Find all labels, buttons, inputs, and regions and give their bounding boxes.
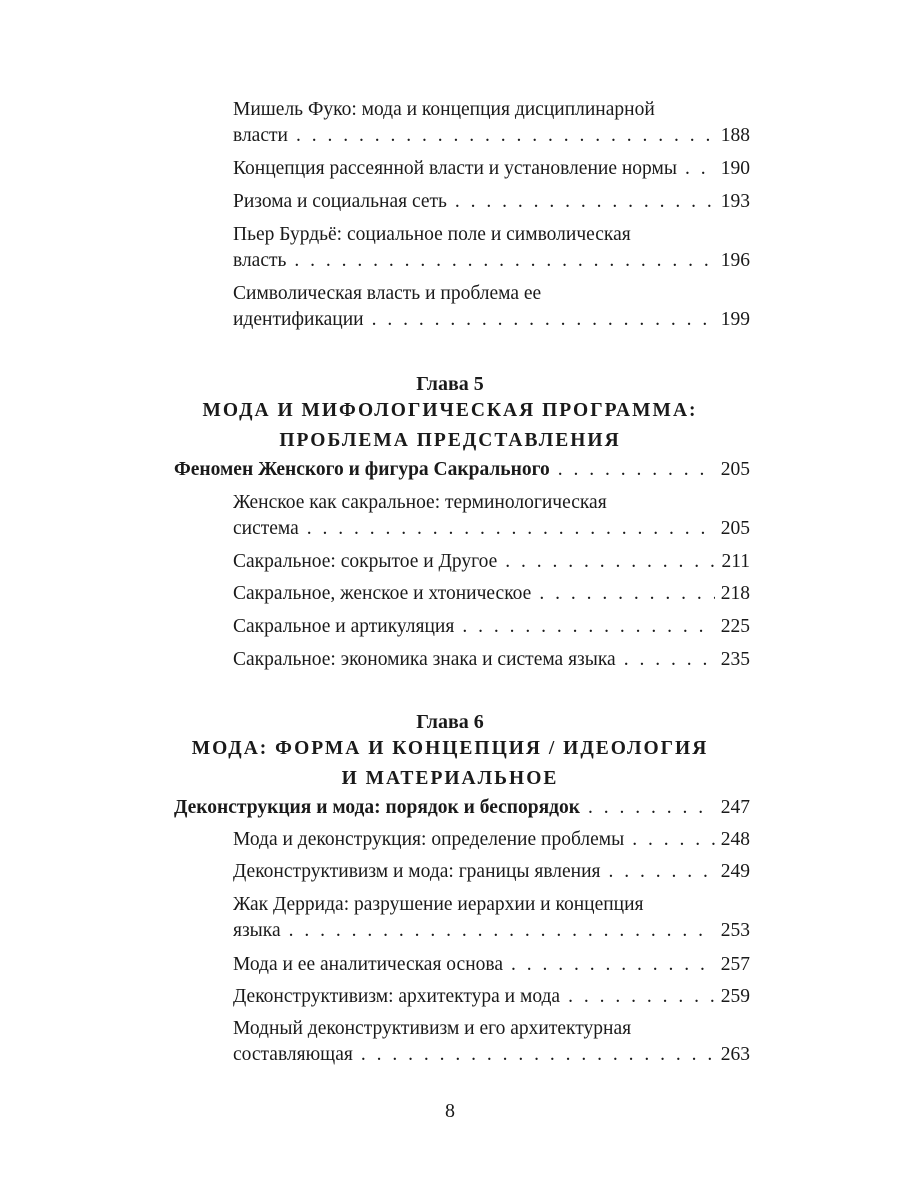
- toc-entry: [233, 490, 750, 542]
- chapter-title-line: МОДА И МИФОЛОГИЧЕСКАЯ ПРОГРАММА:: [202, 400, 698, 421]
- chapter-title-line: И МАТЕРИАЛЬНОЕ: [341, 768, 559, 789]
- page-ref: 190: [720, 158, 750, 179]
- page-ref: 235: [720, 649, 750, 670]
- page-ref: 263: [720, 1044, 750, 1065]
- entry-title-line: Ризома и социальная сеть: [233, 191, 447, 212]
- page-ref: 218: [720, 583, 750, 604]
- section-title: Деконструкция и мода: порядок и беспорядок: [174, 797, 581, 818]
- entry-title-line: Модный деконструктивизм и его архитектурная: [233, 1018, 632, 1039]
- page-ref: 199: [720, 309, 750, 330]
- page-ref: 196: [720, 250, 750, 271]
- dot-leader: [609, 859, 715, 885]
- dot-leader: [462, 614, 714, 640]
- entry-title-line: Сакральное: экономика знака и система языка: [233, 649, 616, 670]
- chapter-title: [150, 734, 750, 794]
- toc-entry: [233, 827, 750, 853]
- dot-leader: [361, 1042, 715, 1068]
- toc-entry: [233, 614, 750, 640]
- page-ref: 253: [720, 920, 750, 941]
- entry-title-line: Мода и деконструкция: определение проблемы: [233, 829, 625, 850]
- page-ref: 193: [720, 191, 750, 212]
- toc-entry: [233, 549, 750, 575]
- entry-title-line: Сакральное: сокрытое и Другое: [233, 551, 498, 572]
- chapter-label: Глава 5: [416, 373, 484, 395]
- dot-leader: [539, 581, 714, 607]
- entry-title-line: идентификации: [233, 309, 364, 330]
- page-ref: 225: [720, 616, 750, 637]
- chapter-title-line: МОДА: ФОРМА И КОНЦЕПЦИЯ / ИДЕОЛОГИЯ: [191, 738, 709, 759]
- dot-leader: [685, 156, 715, 182]
- entry-title-line: Жак Деррида: разрушение иерархии и концепция: [233, 894, 644, 915]
- page-ref: 188: [720, 125, 750, 146]
- page-ref: 259: [720, 986, 750, 1007]
- chapter-title: [150, 396, 750, 456]
- entry-title-line: Концепция рассеянной власти и установление нормы: [233, 158, 677, 179]
- toc-entry: [233, 892, 750, 944]
- page-ref: 211: [721, 551, 750, 572]
- chapter-label: Глава 6: [416, 711, 484, 733]
- toc-entry: [233, 1016, 750, 1068]
- entry-title-line: Деконструктивизм: архитектура и мода: [233, 986, 561, 1007]
- dot-leader: [307, 516, 715, 542]
- entry-title-line: власть: [233, 250, 287, 271]
- page-ref: 248: [720, 829, 750, 850]
- toc-entry: [233, 97, 750, 149]
- entry-title-line: составляющая: [233, 1044, 353, 1065]
- dot-leader: [588, 795, 715, 821]
- page-ref: 205: [720, 518, 750, 539]
- toc-section-entry: [174, 457, 750, 483]
- dot-leader: [289, 918, 715, 944]
- dot-leader: [624, 647, 715, 673]
- page-ref: 205: [720, 459, 750, 480]
- toc-entry: [233, 222, 750, 274]
- dot-leader: [296, 123, 715, 149]
- dot-leader: [455, 189, 715, 215]
- entry-title-line: Символическая власть и проблема ее: [233, 283, 542, 304]
- toc-entry: [233, 984, 750, 1010]
- toc-entry: [233, 647, 750, 673]
- toc-entry: [233, 156, 750, 182]
- page-number: 8: [445, 1100, 455, 1122]
- dot-leader: [558, 457, 715, 483]
- entry-title-line: Мишель Фуко: мода и концепция дисциплинарной: [233, 99, 655, 120]
- toc-entry: [233, 281, 750, 333]
- dot-leader: [568, 984, 715, 1010]
- entry-title-line: Мода и ее аналитическая основа: [233, 954, 503, 975]
- dot-leader: [372, 307, 715, 333]
- entry-title-line: Сакральное, женское и хтоническое: [233, 583, 532, 604]
- entry-title-line: Женское как сакральное: терминологическая: [233, 492, 607, 513]
- entry-title-line: Пьер Бурдьё: социальное поле и символическая: [233, 224, 631, 245]
- toc-entry: [233, 859, 750, 885]
- entry-title-line: Деконструктивизм и мода: границы явления: [233, 861, 601, 882]
- dot-leader: [632, 827, 715, 853]
- dot-leader: [511, 952, 715, 978]
- chapter-title-line: ПРОБЛЕМА ПРЕДСТАВЛЕНИЯ: [279, 430, 621, 451]
- page-ref: 247: [720, 797, 750, 818]
- page-ref: 249: [720, 861, 750, 882]
- entry-title-line: Сакральное и артикуляция: [233, 616, 455, 637]
- toc-section-entry: [174, 795, 750, 821]
- entry-title-line: система: [233, 518, 299, 539]
- dot-leader: [294, 248, 714, 274]
- entry-title-line: власти: [233, 125, 288, 146]
- page-ref: 257: [720, 954, 750, 975]
- toc-entry: [233, 189, 750, 215]
- dot-leader: [505, 549, 715, 575]
- toc-entry: [233, 952, 750, 978]
- section-title: Феномен Женского и фигура Сакрального: [174, 459, 550, 480]
- entry-title-line: языка: [233, 920, 281, 941]
- toc-entry: [233, 581, 750, 607]
